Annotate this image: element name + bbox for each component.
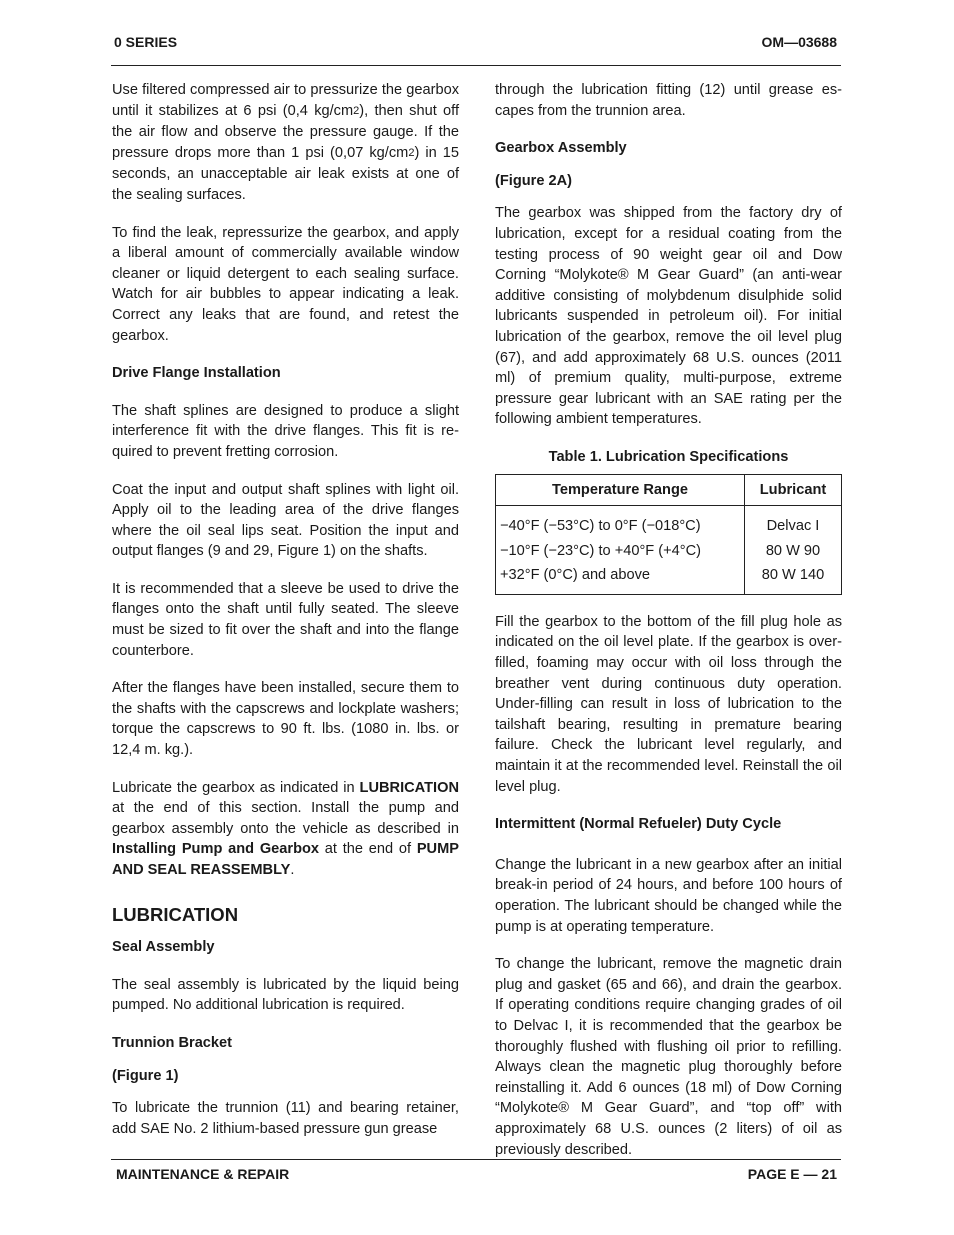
heading-lubrication: LUBRICATION bbox=[112, 903, 239, 925]
text: at the end of bbox=[319, 841, 417, 858]
paragraph-shaft-splines: The shaft splines are designed to produce a slight interference fit with the drive flanges. This fit is required to prevent fretting corrosion. bbox=[112, 402, 459, 460]
paragraph-change-lubricant: Change the lubricant in a new gearbox after an initial break-in period of 24 hours, and before 100 hours of operation. The lubricant should be changed while the pump is at operating temperature. bbox=[495, 856, 842, 935]
section-title-gearbox-assembly: Gearbox Assembly bbox=[495, 140, 627, 157]
header-rule bbox=[111, 65, 841, 66]
table-row bbox=[496, 506, 842, 539]
lubricant-cell: 80 W 90 bbox=[745, 539, 842, 564]
paragraph-sleeve: It is recommended that a sleeve be used to drive the flanges onto the shaft until fully seated. The sleeve must be sized to fit over the shaft and into the flange counterbore. bbox=[112, 580, 459, 659]
text: . bbox=[290, 862, 295, 878]
section-title-seal-assembly: Seal Assembly bbox=[112, 939, 215, 956]
paragraph-grease-fitting: through the lubrication fitting (12) until grease escapes from the trunnion area. bbox=[495, 82, 842, 119]
paragraph-trunnion: To lubricate the trunnion (11) and bearing retainer, add SAE No. 2 lithium-based pressure gun grease bbox=[112, 1100, 459, 1137]
figure-reference-1: (Figure 1) bbox=[112, 1067, 179, 1084]
section-title-trunnion: Trunnion Bracket bbox=[112, 1034, 233, 1051]
section-title-drive-flange: Drive Flange Installation bbox=[112, 365, 281, 382]
lubricant-cell: Delvac I bbox=[745, 506, 842, 539]
paragraph-gearbox-shipped: The gearbox was shipped from the factory dry of lubrication, except for a residual coating from the testing process of 90 weight gear oil and Dow Corning “Molykote® M Gear Guard” (an anti-wear additive consisting of molybdenum disulphide solid lubricants suspended in petroleum oil). For initial lubrication of the gearbox, remove the oil level plug (67), and add approximately 68 U.S. ounces (2011 ml) of premium quality, multi-purpose, extreme pressure gear lubricant with an SAE rating per the following ambient temperatures. bbox=[495, 205, 842, 428]
paragraph-find-leak: To find the leak, repressurize the gearbox, and apply a liberal amount of commercially available window cleaner or liquid detergent to each sealing surface. Watch for air bubbles to appear indicating a leak. Correct any leaks that are found, and retest the gearbox. bbox=[112, 224, 459, 344]
reference-reassembly: PUMP AND SEAL REASSEMBLY bbox=[112, 841, 459, 878]
temperature-range-cell: +32°F (0°C) and above bbox=[496, 563, 745, 594]
lubrication-table bbox=[495, 474, 842, 595]
column-header-temperature: Temperature Range bbox=[496, 474, 745, 506]
text: Lubricate the gearbox as indicated in bbox=[112, 779, 360, 796]
footer-page-number: PAGE E — 21 bbox=[747, 1166, 837, 1182]
left-column bbox=[112, 80, 459, 1156]
paragraph-pressure-test bbox=[112, 80, 459, 206]
reference-lubrication: LUBRICATION bbox=[359, 779, 459, 796]
table-row bbox=[496, 539, 842, 564]
column-header-lubricant: Lubricant bbox=[745, 474, 842, 506]
right-column bbox=[495, 80, 842, 1177]
header-series: 0 SERIES bbox=[114, 34, 178, 50]
paragraph-fill-gearbox: Fill the gearbox to the bottom of the fill plug hole as indicated on the oil level plate. If the gearbox is over-filled, foaming may occur with oil loss through the breather vent during continuous duty operation. Under-filling can result in loss of lubrication to the tailshaft bearing, resulting in premature bearing failure. Check the lubricant level regularly, and maintain it at the recommended level. Reinstall the oil level plug. bbox=[495, 613, 842, 795]
footer-section: MAINTENANCE & REPAIR bbox=[116, 1166, 290, 1182]
temperature-range-cell: −40°F (−53°C) to 0°F (−018°C) bbox=[496, 506, 745, 539]
header-doc-number: OM—03688 bbox=[761, 34, 837, 50]
text: at the end of this section. Install the pump and gearbox assembly onto the vehicle as described in bbox=[112, 800, 459, 837]
table-row bbox=[496, 563, 842, 594]
paragraph-lubricate-gearbox bbox=[112, 778, 459, 881]
paragraph-torque: After the flanges have been installed, secure them to the shafts with the capscrews and lockplate washers; torque the capscrews to 90 ft. lbs. (1080 in. lbs. or 12,4 m. kg.). bbox=[112, 680, 459, 759]
superscript: 2 bbox=[353, 104, 360, 117]
footer-rule bbox=[111, 1159, 841, 1160]
paragraph-drain-procedure: To change the lubricant, remove the magnetic drain plug and gasket (65 and 66), and drain the gearbox. If operating conditions require changing grades of oil to Delvac I, it is recommended that the gearbox be thoroughly flushed with flushing oil prior to refilling. Always clean the magnetic plug thoroughly before reinstalling it. Add 6 ounces (18 ml) of Dow Corning “Molykote® M Gear Guard”, and “top off” with approximately 68 U.S. ounces (2 liters) of oil as previously described. bbox=[495, 956, 842, 1158]
lubricant-cell: 80 W 140 bbox=[745, 563, 842, 594]
paragraph-coat-splines: Coat the input and output shaft splines with light oil. Apply oil to the leading area of the drive flanges where the oil seal lips seat. Position the input and output flanges (9 and 29, Figure 1) on the shafts. bbox=[112, 481, 459, 560]
text: Use filtered compressed air to pressurize the gearbox until it stabilizes at 6 psi (0,4 kg/cm bbox=[112, 82, 459, 119]
reference-installing: Installing Pump and Gearbox bbox=[112, 841, 320, 858]
figure-reference-2a: (Figure 2A) bbox=[495, 172, 573, 189]
paragraph-seal-lubrication: The seal assembly is lubricated by the liquid being pumped. No additional lubrication is required. bbox=[112, 976, 459, 1014]
text: ) in 15 seconds, an unacceptable air leak exists at one of the sealing surfaces. bbox=[112, 144, 460, 203]
temperature-range-cell: −10°F (−23°C) to +40°F (+4°C) bbox=[496, 539, 745, 564]
table-caption: Table 1. Lubrication Specifications bbox=[548, 448, 789, 465]
section-title-intermittent-duty: Intermittent (Normal Refueler) Duty Cycle bbox=[495, 816, 782, 833]
text: ), then shut off the air flow and observe the pressure gauge. If the pressure drops more than 1 psi (0,07 kg/cm bbox=[112, 102, 460, 161]
superscript: 2 bbox=[408, 146, 415, 159]
